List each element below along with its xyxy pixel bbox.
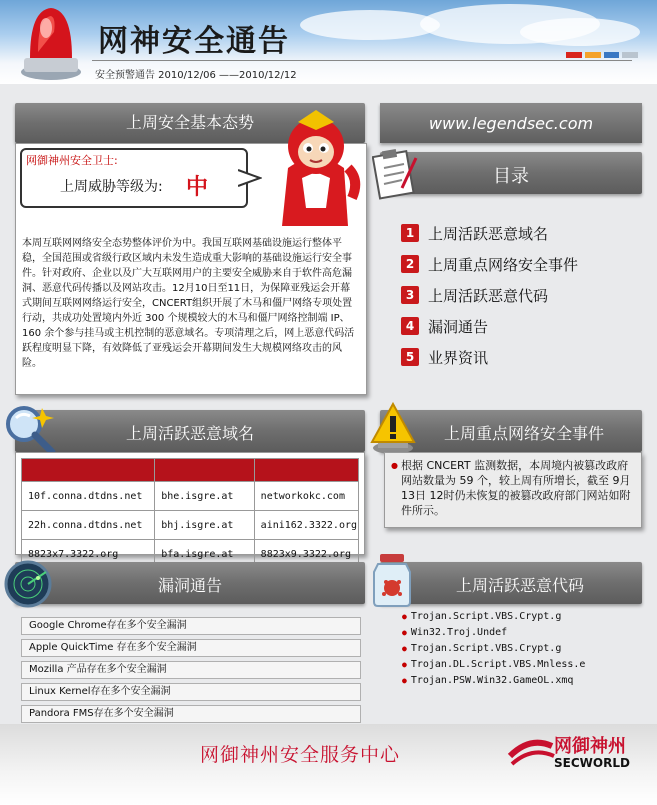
toc-num: 5 [401, 348, 419, 366]
color-stripe [622, 52, 638, 58]
warning-icon [368, 400, 418, 460]
events-text: 根据 CNCERT 监测数据，本周境内被篡改政府网站数量为 59 个，较上周有所增长，截至 9月 13日 12时仍未恢复的被篡改政府部门网站如附件所示。 [401, 459, 631, 517]
color-stripe [566, 52, 582, 58]
table-header-row [22, 459, 359, 482]
malware-item: ● Trojan.Script.VBS.Crypt.g [402, 609, 642, 625]
toc-num: 4 [401, 317, 419, 335]
report-date-range: 安全预警通告 2010/12/06 ——2010/12/12 [95, 70, 297, 81]
vuln-item[interactable]: Linux Kernel存在多个安全漏洞 [21, 683, 361, 701]
toc-label: 上周活跃恶意域名 [428, 224, 549, 243]
malware-list [402, 609, 642, 689]
table-cell: 10f.conna.dtdns.net [22, 482, 155, 511]
page-title: 网神安全通告 [98, 24, 290, 59]
toc-num: 2 [401, 255, 419, 273]
table-cell: 8823x9.3322.org [254, 540, 358, 569]
table-cell: bhj.isgre.at [155, 511, 254, 540]
threat-level-label: 上周威胁等级为: [60, 179, 163, 195]
toc-item-vulns[interactable] [401, 315, 641, 337]
guard-label: 网御神州安全卫士: [26, 154, 118, 167]
mascot-illustration [268, 108, 364, 230]
toc-label: 上周活跃恶意代码 [428, 286, 549, 305]
color-stripes [566, 52, 638, 58]
table-row [22, 511, 359, 540]
toc-label: 上周重点网络安全事件 [428, 255, 579, 274]
events-heading: 上周重点网络安全事件 [443, 424, 604, 443]
color-stripe [585, 52, 601, 58]
bubble-tail [238, 168, 262, 192]
service-center-name: 网御神州安全服务中心 [200, 744, 401, 766]
toc-num: 3 [401, 286, 419, 304]
threat-summary: 本周互联网网络安全态势整体评价为中。我国互联网基础设施运行整体平稳，全国范围或省级行政区域内未发生造成重大影响的基础设施运行安全事件。针对政府、企业以及广大互联网用户的主要安全威胁来自于软件高危漏洞、恶意代码传播以及网站攻击。12月10日至11日，为保障亚残运会开幕式期间互联网网络运行安全，CNCERT组织开展了木马和僵尸网络专项处置行动，共成功处置境内外近 300 个规模较大的木马和僵尸网络控制端 IP、160 余个参与挂马或主机控制的恶意域名。专项清理之后，网上恶意代码活跃程度明显下降，有效降低了亚残运会开幕期间发生大规模网络攻击的风险。 [22, 238, 355, 369]
table-cell: 22h.conna.dtdns.net [22, 511, 155, 540]
color-stripe [604, 52, 620, 58]
domains-panel [15, 452, 365, 560]
toc-label: 业界资讯 [428, 348, 489, 367]
toc-item-domains[interactable] [401, 222, 641, 244]
table-cell: networkokc.com [254, 482, 358, 511]
domains-table [21, 458, 359, 569]
site-url-link[interactable]: www.legendsec.com [428, 114, 594, 133]
toc-list [401, 222, 641, 368]
toc-item-malware[interactable] [401, 284, 641, 306]
logo-en-text: SECWORLD [554, 756, 630, 770]
events-bullet: ● [391, 461, 398, 470]
siren-icon [16, 2, 86, 82]
vuln-item[interactable]: Pandora FMS存在多个安全漏洞 [21, 705, 361, 723]
toc-item-events[interactable] [401, 253, 641, 275]
events-panel [384, 452, 642, 528]
table-cell: aini162.3322.org [254, 511, 358, 540]
secworld-logo [506, 732, 646, 776]
threat-level-value: 中 [186, 175, 209, 200]
logo-cn-text: 网御神州 [554, 736, 626, 757]
vuln-item[interactable]: Mozilla 产品存在多个安全漏洞 [21, 661, 361, 679]
malware-item: ● Trojan.DL.Script.VBS.Mnless.e [402, 657, 642, 673]
malware-heading: 上周活跃恶意代码 [455, 576, 584, 595]
vuln-item[interactable]: Apple QuickTime 存在多个安全漏洞 [21, 639, 361, 657]
vuln-item[interactable]: Google Chrome存在多个安全漏洞 [21, 617, 361, 635]
toc-heading: 目录 [493, 166, 529, 187]
domains-heading: 上周活跃恶意域名 [125, 424, 254, 443]
title-divider [92, 60, 632, 61]
vulns-heading: 漏洞通告 [157, 576, 222, 595]
table-cell: 8823x7.3322.org [22, 540, 155, 569]
threat-section-header: 上周安全基本态势 [15, 103, 365, 143]
malware-item: ● Win32.Troj.Undef [402, 625, 642, 641]
virus-jar-icon [370, 552, 414, 612]
table-row [22, 482, 359, 511]
table-cell: bfa.isgre.at [155, 540, 254, 569]
vulns-list [21, 617, 361, 727]
toc-label: 漏洞通告 [428, 317, 489, 336]
clipboard-icon [372, 148, 418, 204]
malware-item: ● Trojan.Script.VBS.Crypt.g [402, 641, 642, 657]
toc-item-news[interactable] [401, 346, 641, 368]
table-cell: bhe.isgre.at [155, 482, 254, 511]
radar-icon [2, 558, 54, 614]
malware-item: ● Trojan.PSW.Win32.GameOL.xmq [402, 673, 642, 689]
toc-num: 1 [401, 224, 419, 242]
